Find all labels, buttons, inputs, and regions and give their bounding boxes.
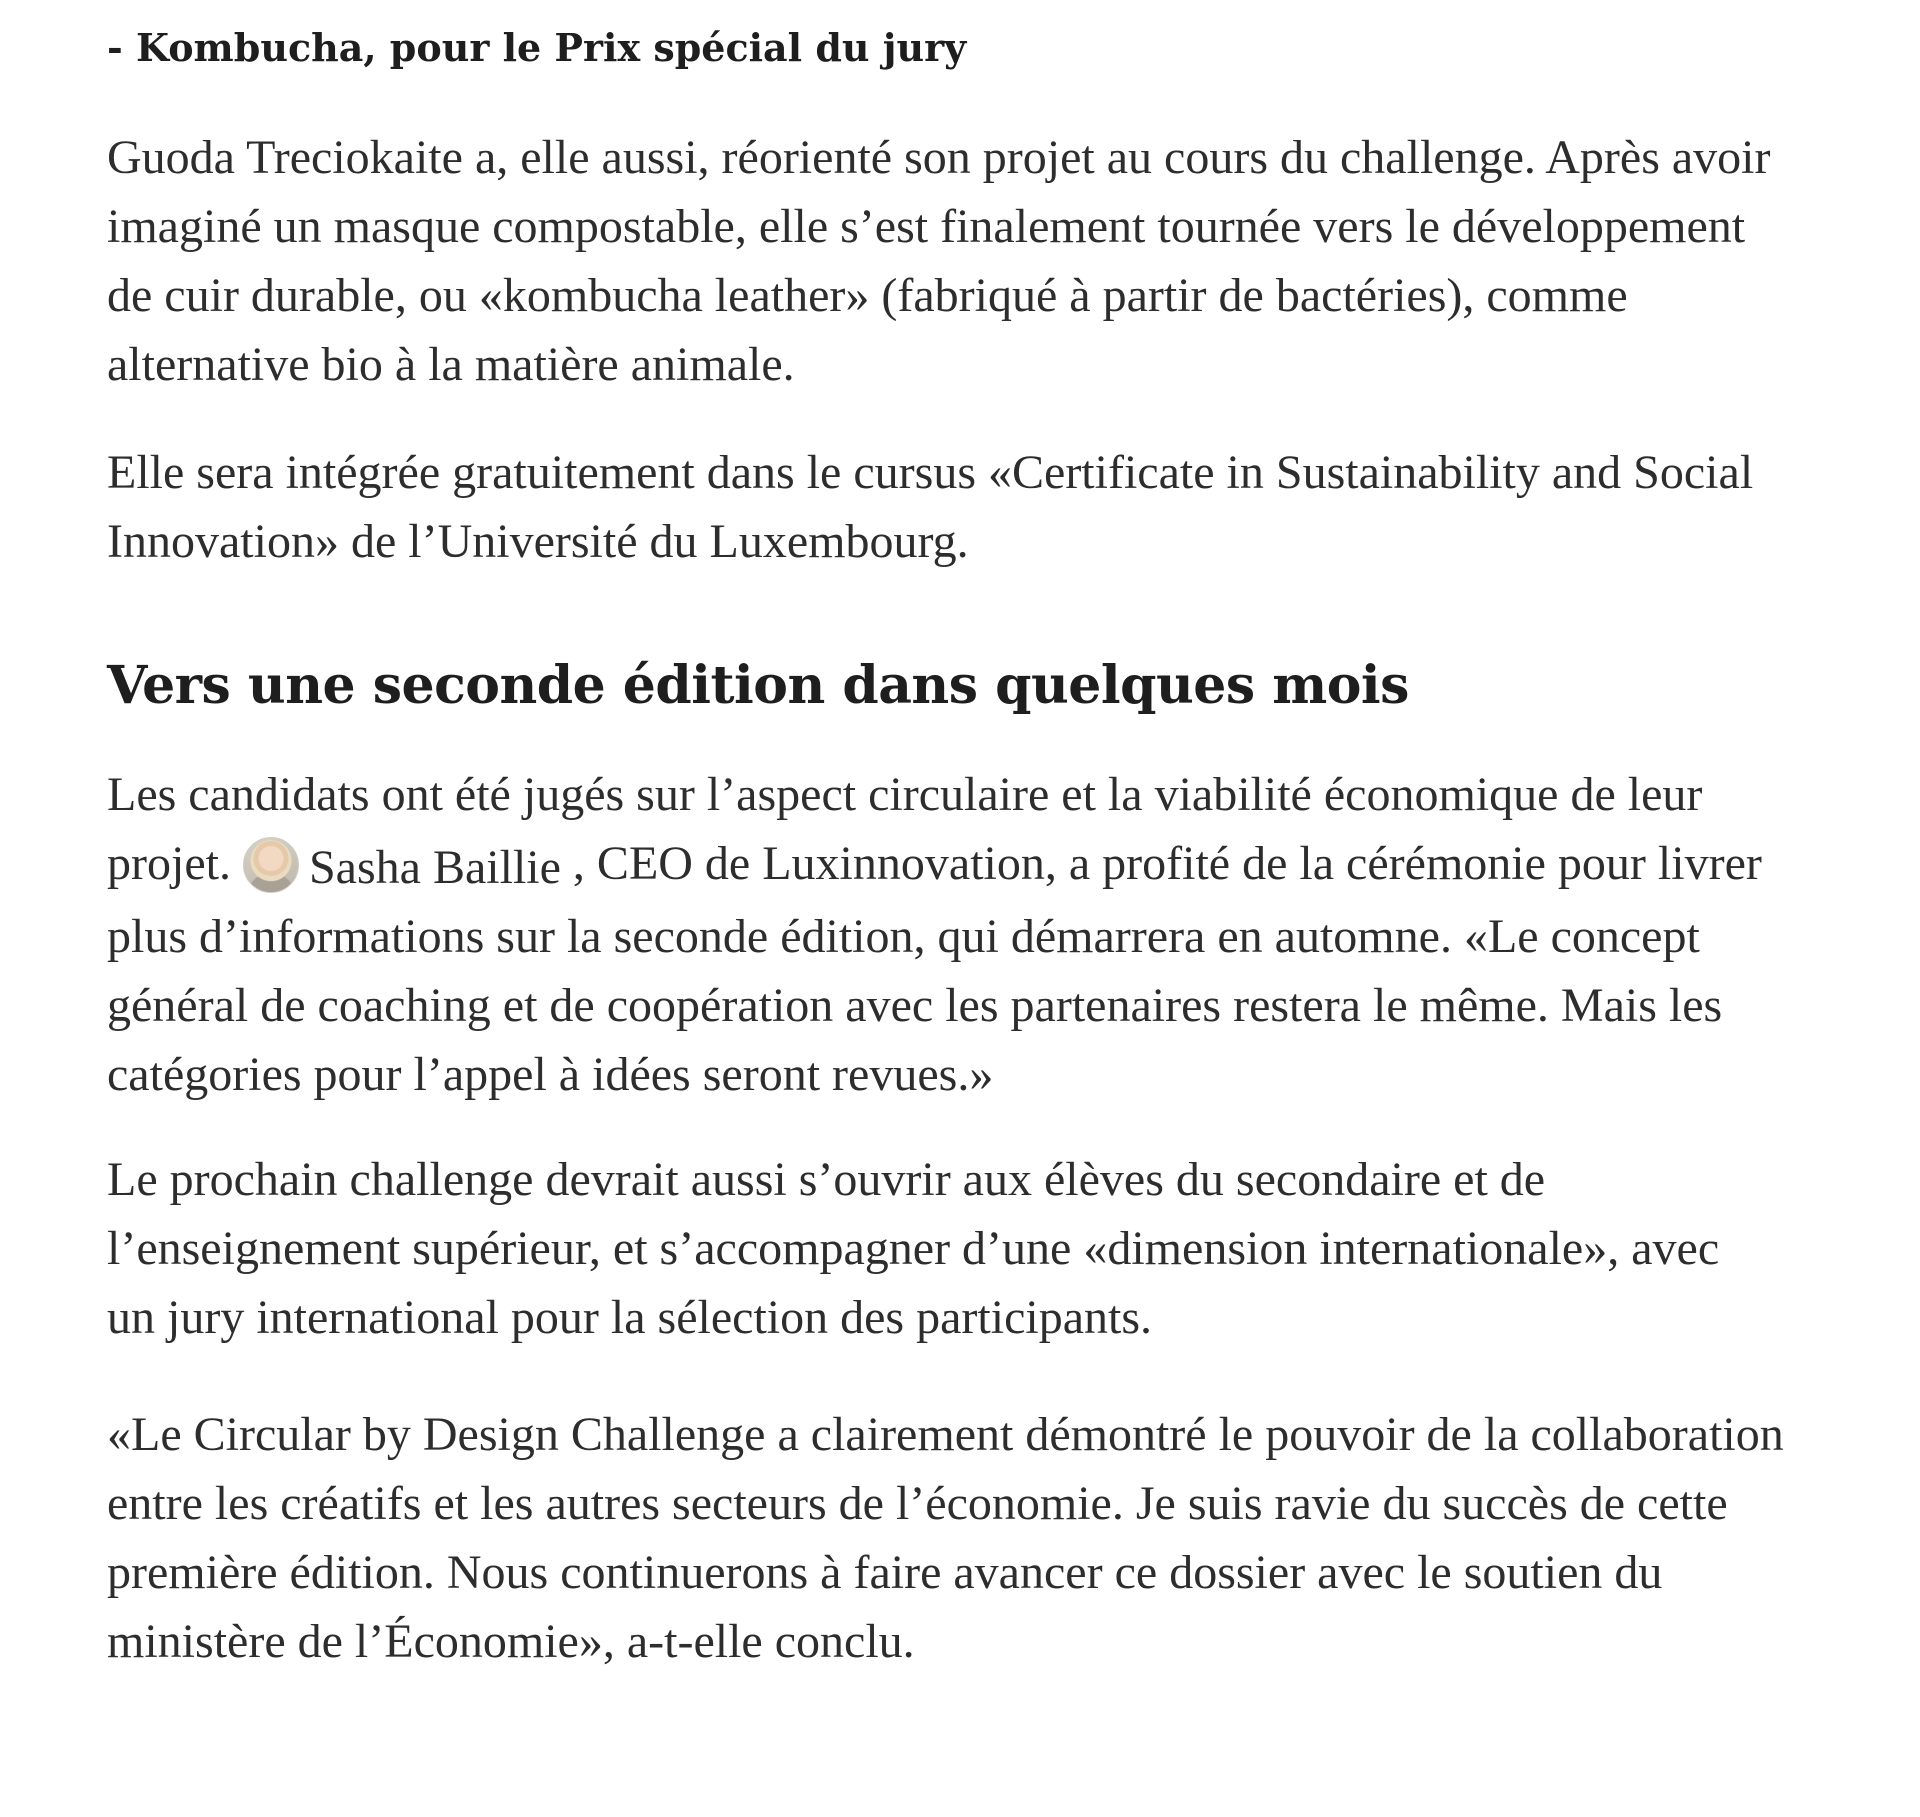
- text-line: «Le Circular by Design Challenge a clairement démontré le pouvoir de la collaboration: [107, 1408, 1784, 1461]
- paragraph-certificate: [107, 438, 1753, 576]
- text-line: Elle sera intégrée gratuitement dans le cursus «Certificate in Sustainability and Social: [107, 446, 1754, 499]
- text-line: première édition. Nous continuerons à faire avancer ce dossier avec le soutien du: [107, 1546, 1663, 1599]
- text-line-with-mention: [107, 829, 1762, 902]
- text-line: Guoda Treciokaite a, elle aussi, réorienté son projet au cours du challenge. Après avoir: [107, 131, 1771, 184]
- text-line: de cuir durable, ou «kombucha leather» (fabriqué à partir de bactéries), comme: [107, 269, 1628, 322]
- subheading: - Kombucha, pour le Prix spécial du jury: [107, 25, 967, 70]
- text-line: ministère de l’Économie», a-t-elle conclu.: [107, 1615, 915, 1668]
- paragraph-treciokaite: [107, 123, 1771, 399]
- text-line: Le prochain challenge devrait aussi s’ouvrir aux élèves du secondaire et de: [107, 1153, 1546, 1206]
- paragraph-quote: [107, 1400, 1784, 1676]
- avatar[interactable]: [243, 837, 299, 893]
- person-mention-link[interactable]: Sasha Baillie: [308, 841, 561, 895]
- text-line: l’enseignement supérieur, et s’accompagner d’une «dimension internationale», avec: [107, 1222, 1720, 1275]
- text-line: entre les créatifs et les autres secteurs de l’économie. Je suis ravie du succès de cette: [107, 1477, 1728, 1530]
- text-line: catégories pour l’appel à idées seront revues.»: [107, 1048, 994, 1102]
- text-line: Les candidats ont été jugés sur l’aspect circulaire et la viabilité économique de leur: [107, 768, 1703, 821]
- text-line: imaginé un masque compostable, elle s’est finalement tournée vers le développement: [107, 200, 1746, 253]
- text-line: un jury international pour la sélection des participants.: [107, 1291, 1153, 1344]
- paragraph-candidats: [107, 760, 1762, 1109]
- section-title: Vers une seconde édition dans quelques mois: [107, 655, 1409, 716]
- paragraph-prochain-challenge: [107, 1145, 1719, 1352]
- text-fragment: projet.: [107, 837, 231, 890]
- text-line: Innovation» de l’Université du Luxembourg.: [107, 515, 969, 568]
- text-fragment: , CEO de Luxinnovation, a profité de la cérémonie pour livrer: [560, 837, 1762, 890]
- text-line: alternative bio à la matière animale.: [107, 338, 795, 391]
- text-line: général de coaching et de coopération avec les partenaires restera le même. Mais les: [107, 979, 1723, 1033]
- text-line: plus d’informations sur la seconde édition, qui démarrera en automne. «Le concept: [107, 910, 1700, 964]
